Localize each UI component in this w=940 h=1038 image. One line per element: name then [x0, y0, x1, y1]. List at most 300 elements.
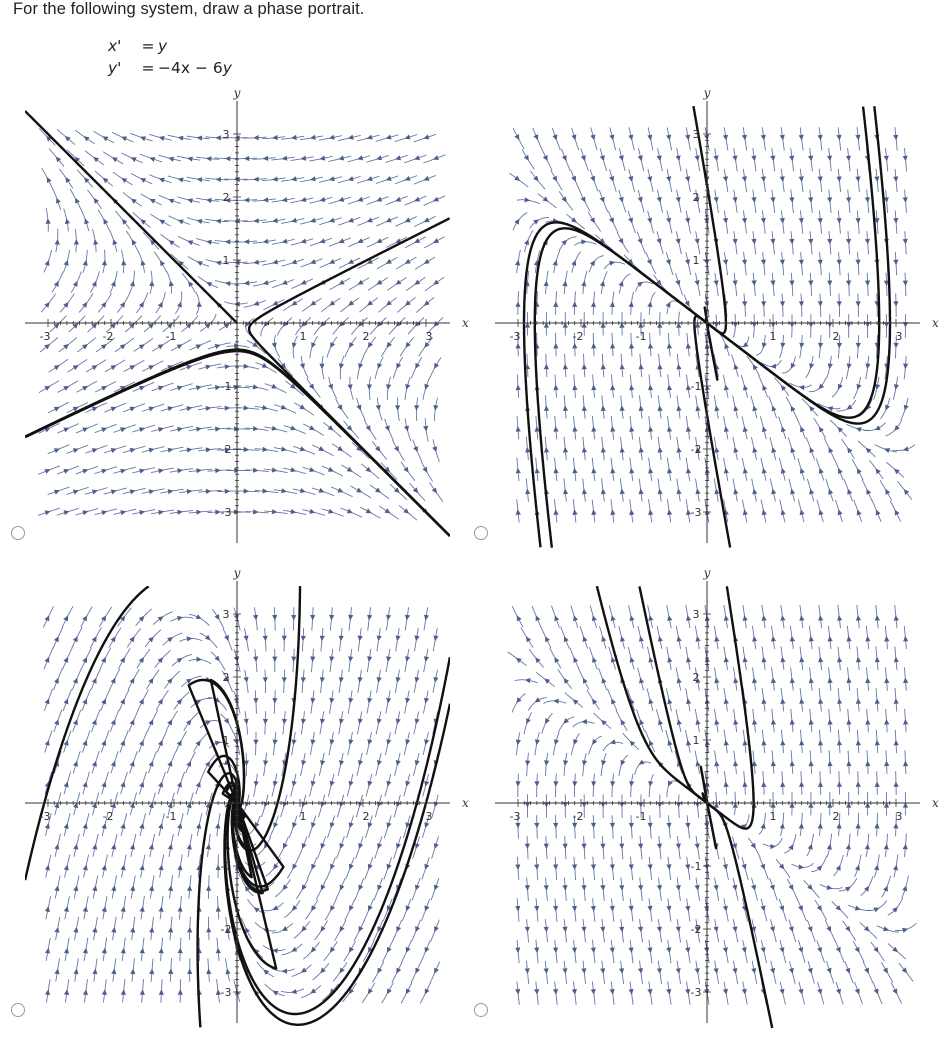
stream-arrow [177, 616, 183, 621]
y-axis-label: y [233, 566, 241, 580]
stream-arrow [149, 969, 154, 975]
stream-arrow [63, 469, 69, 474]
stream-line [589, 736, 602, 754]
stream-arrow [630, 657, 635, 663]
phase-portrait-option-b[interactable] [470, 88, 940, 558]
stream-arrow [780, 343, 785, 349]
stream-arrow [64, 948, 69, 954]
stream-arrow [856, 657, 861, 663]
stream-arrow [358, 636, 363, 642]
stream-arrow [695, 968, 700, 974]
stream-arrow [752, 447, 757, 453]
stream-arrow [685, 989, 690, 995]
stream-arrow [581, 719, 587, 724]
stream-arrow [205, 761, 210, 767]
stream-arrow [610, 301, 615, 307]
y-tick-label: 1 [693, 254, 700, 267]
stream-arrow [120, 510, 126, 515]
stream-arrow [320, 677, 325, 683]
stream-line [559, 237, 576, 251]
stream-line [542, 232, 554, 252]
stream-arrow [516, 468, 521, 474]
stream-arrow [282, 969, 288, 974]
stream-arrow [358, 802, 363, 808]
stream-arrow [225, 406, 231, 411]
stream-arrow [177, 782, 182, 788]
stream-arrow [572, 947, 577, 953]
stream-arrow [178, 178, 184, 183]
stream-arrow [187, 636, 193, 641]
stream-arrow [742, 176, 747, 182]
stream-arrow [884, 761, 889, 767]
stream-arrow [54, 969, 59, 975]
stream-arrow [253, 509, 259, 514]
stream-arrow [149, 761, 154, 767]
stream-arrow [187, 448, 193, 453]
stream-arrow [865, 719, 870, 725]
stream-arrow [770, 926, 775, 932]
stream-arrow [732, 239, 737, 245]
stream-arrow [215, 135, 221, 140]
stream-arrow [178, 948, 183, 954]
stream-arrow [686, 657, 691, 663]
stream-arrow [696, 636, 701, 642]
stream-arrow [196, 782, 201, 788]
stream-arrow [723, 135, 728, 141]
stream-arrow [149, 489, 155, 494]
stream-arrow [893, 176, 898, 182]
stream-arrow [433, 677, 438, 683]
stream-line [272, 923, 293, 933]
stream-arrow [139, 510, 145, 515]
stream-arrow [581, 927, 586, 933]
stream-arrow [234, 656, 239, 662]
stream-arrow [581, 885, 586, 891]
stream-arrow [329, 218, 335, 223]
stream-arrow [647, 176, 652, 182]
stream-arrow [544, 447, 549, 453]
stream-arrow [893, 260, 898, 266]
stream-arrow [553, 260, 558, 266]
stream-arrow [533, 176, 538, 182]
stream-line [184, 713, 199, 731]
stream-arrow [837, 698, 842, 704]
x-tick-label: 1 [770, 330, 777, 343]
stream-arrow [903, 719, 908, 725]
stream-arrow [215, 823, 220, 829]
stream-arrow [648, 343, 653, 349]
stream-arrow [424, 615, 429, 621]
stream-arrow [282, 156, 288, 161]
y-tick-label: 2 [223, 191, 230, 204]
stream-arrow [414, 405, 419, 411]
stream-line [310, 336, 318, 358]
stream-arrow [92, 885, 97, 891]
stream-arrow [263, 156, 269, 161]
stream-arrow [74, 239, 79, 245]
stream-arrow [742, 947, 747, 953]
stream-arrow [385, 508, 391, 513]
stream-arrow [903, 446, 909, 451]
stream-arrow [742, 781, 747, 787]
stream-arrow [149, 448, 155, 453]
stream-arrow [120, 740, 125, 746]
stream-line [275, 879, 290, 897]
phase-portrait-option-c[interactable] [0, 568, 470, 1038]
x-tick-label: 3 [896, 810, 903, 823]
stream-arrow [405, 698, 410, 704]
stream-arrow [121, 948, 126, 954]
stream-arrow [714, 719, 719, 725]
stream-arrow [272, 509, 278, 514]
stream-arrow [516, 509, 521, 515]
radio-option-d[interactable] [474, 1003, 488, 1017]
stream-arrow [742, 218, 747, 224]
x-tick-label: 2 [363, 330, 370, 343]
stream-arrow [367, 615, 372, 621]
stream-arrow [263, 677, 268, 683]
stream-arrow [590, 134, 595, 140]
stream-arrow [846, 280, 851, 286]
stream-arrow [837, 218, 842, 224]
stream-arrow [206, 927, 211, 933]
stream-arrow [724, 657, 729, 663]
stream-arrow [273, 740, 278, 746]
stream-arrow [855, 135, 860, 141]
x-tick-label: 1 [300, 330, 307, 343]
stream-arrow [310, 656, 315, 662]
stream-arrow [358, 280, 364, 285]
stream-arrow [743, 615, 748, 621]
stream-arrow [82, 740, 87, 746]
x-tick-label: 2 [833, 810, 840, 823]
stream-arrow [423, 134, 429, 139]
stream-arrow [865, 363, 870, 369]
stream-arrow [65, 177, 70, 183]
stream-arrow [770, 968, 775, 974]
stream-arrow [591, 781, 596, 787]
stream-arrow [751, 843, 756, 849]
stream-arrow [723, 864, 728, 870]
stream-arrow [856, 343, 861, 349]
stream-line [163, 633, 183, 645]
stream-arrow [187, 885, 192, 891]
stream-line [405, 377, 410, 400]
stream-arrow [817, 947, 822, 953]
stream-arrow [562, 885, 567, 891]
stream-arrow [139, 469, 145, 474]
stream-arrow [610, 509, 615, 515]
stream-arrow [902, 928, 908, 933]
stream-arrow [168, 885, 173, 891]
stream-arrow [130, 969, 135, 975]
equation-y: y' = −4x − 6y [108, 59, 232, 77]
stream-arrow [667, 343, 672, 349]
stream-arrow [761, 906, 766, 912]
stream-arrow [309, 384, 314, 390]
stream-line [882, 876, 891, 898]
stream-arrow [695, 280, 700, 286]
stream-arrow [319, 364, 324, 370]
stream-arrow [45, 740, 50, 746]
stream-arrow [525, 927, 530, 933]
stream-arrow [187, 198, 193, 203]
stream-line [375, 357, 383, 379]
stream-arrow [149, 927, 154, 933]
stream-arrow [714, 197, 719, 203]
stream-arrow [601, 489, 606, 495]
stream-arrow [44, 344, 50, 349]
stream-arrow [571, 134, 576, 140]
stream-line [619, 755, 628, 776]
stream-arrow [244, 719, 249, 725]
stream-arrow [657, 927, 662, 933]
stream-arrow [299, 404, 305, 409]
radio-option-c[interactable] [11, 1003, 25, 1017]
stream-arrow [894, 657, 899, 663]
stream-arrow [396, 719, 401, 725]
stream-arrow [666, 906, 671, 912]
stream-arrow [415, 760, 420, 766]
stream-arrow [215, 177, 221, 182]
stream-arrow [629, 468, 634, 474]
stream-arrow [330, 947, 335, 953]
stream-arrow [619, 927, 624, 933]
stream-arrow [875, 615, 880, 621]
stream-arrow [111, 844, 116, 850]
stream-arrow [563, 447, 568, 453]
stream-arrow [619, 155, 624, 161]
stream-arrow [92, 969, 97, 975]
stream-arrow [751, 280, 756, 286]
stream-arrow [291, 176, 297, 181]
stream-arrow [329, 656, 334, 662]
stream-arrow [187, 927, 192, 933]
stream-line [136, 293, 147, 313]
stream-arrow [254, 781, 259, 787]
stream-arrow [751, 197, 756, 203]
stream-arrow [903, 281, 908, 287]
stream-arrow [348, 656, 353, 662]
stream-arrow [301, 197, 307, 202]
stream-arrow [752, 489, 757, 495]
stream-arrow [619, 844, 624, 850]
stream-arrow [291, 657, 296, 663]
stream-arrow [770, 885, 775, 891]
stream-arrow [348, 739, 353, 745]
stream-arrow [657, 197, 662, 203]
stream-arrow [572, 781, 577, 787]
stream-arrow [101, 782, 106, 788]
stream-arrow [619, 885, 624, 891]
stream-arrow [339, 968, 344, 974]
stream-arrow [724, 426, 729, 432]
stream-arrow [120, 469, 126, 474]
stream-arrow [781, 426, 786, 432]
y-tick-label: 3 [223, 608, 230, 621]
stream-arrow [837, 657, 842, 663]
stream-arrow [310, 218, 316, 223]
x-axis-label: x [932, 316, 939, 330]
stream-arrow [310, 176, 316, 181]
radio-option-a[interactable] [11, 526, 25, 540]
stream-arrow [130, 761, 135, 767]
stream-arrow [799, 615, 804, 621]
stream-arrow [667, 426, 672, 432]
stream-line [748, 838, 760, 858]
stream-arrow [629, 823, 634, 829]
stream-arrow [73, 719, 78, 725]
stream-arrow [903, 197, 908, 203]
stream-arrow [857, 509, 862, 515]
stream-arrow [771, 447, 776, 453]
stream-arrow [638, 155, 643, 161]
stream-arrow [45, 989, 50, 995]
stream-arrow [377, 760, 382, 766]
stream-arrow [282, 636, 287, 642]
stream-arrow [809, 719, 814, 725]
stream-arrow [64, 989, 69, 995]
radio-option-b[interactable] [474, 526, 488, 540]
y-tick-label: -1 [691, 380, 702, 393]
stream-arrow [562, 968, 567, 974]
stream-arrow [415, 885, 420, 891]
stream-arrow [714, 447, 719, 453]
stream-line [109, 230, 116, 252]
stream-arrow [273, 822, 278, 828]
stream-arrow [273, 864, 278, 870]
stream-arrow [666, 135, 671, 141]
stream-arrow [206, 406, 212, 411]
stream-arrow [591, 343, 596, 349]
stream-arrow [818, 301, 823, 307]
stream-arrow [572, 823, 577, 829]
stream-arrow [177, 699, 183, 705]
stream-arrow [121, 906, 126, 912]
stream-arrow [789, 239, 794, 245]
stream-arrow [592, 657, 597, 663]
stream-arrow [686, 468, 691, 474]
stream-arrow [732, 197, 737, 203]
stream-arrow [245, 802, 250, 808]
stream-arrow [581, 155, 586, 161]
stream-arrow [386, 135, 392, 140]
stream-arrow [779, 905, 784, 911]
stream-arrow [591, 989, 596, 995]
stream-arrow [675, 280, 680, 286]
stream-arrow [676, 885, 681, 891]
phase-portrait-option-d[interactable] [470, 568, 940, 1038]
stream-arrow [563, 760, 568, 766]
stream-arrow [856, 781, 861, 787]
stream-line [784, 834, 796, 853]
stream-arrow [884, 677, 889, 683]
stream-arrow [149, 885, 154, 891]
stream-arrow [780, 740, 785, 746]
stream-arrow [54, 927, 59, 933]
stream-arrow [367, 656, 372, 662]
stream-arrow [724, 740, 729, 746]
stream-arrow [676, 843, 681, 849]
stream-arrow [291, 615, 296, 621]
stream-arrow [357, 155, 363, 160]
stream-arrow [177, 468, 183, 473]
stream-arrow [855, 906, 861, 911]
stream-arrow [827, 844, 832, 850]
stream-arrow [367, 176, 373, 181]
stream-line [194, 733, 208, 751]
stream-arrow [609, 135, 614, 141]
stream-arrow [620, 364, 625, 370]
stream-arrow [196, 823, 201, 829]
stream-arrow [338, 155, 344, 160]
phase-portrait-option-a[interactable] [0, 88, 470, 558]
stream-arrow [272, 615, 277, 621]
stream-arrow [894, 781, 899, 787]
stream-arrow [810, 447, 815, 453]
stream-arrow [244, 156, 250, 161]
stream-arrow [846, 197, 851, 203]
stream-arrow [666, 864, 671, 870]
stream-arrow [120, 344, 126, 349]
stream-arrow [206, 198, 212, 203]
stream-arrow [552, 134, 557, 140]
stream-arrow [177, 302, 182, 308]
stream-arrow [367, 384, 372, 390]
stream-arrow [534, 864, 539, 870]
stream-arrow [339, 802, 344, 808]
stream-arrow [45, 698, 50, 704]
stream-arrow [610, 468, 615, 474]
stream-arrow [592, 699, 597, 705]
stream-arrow [120, 823, 125, 829]
stream-arrow [733, 761, 738, 767]
stream-arrow [610, 739, 616, 744]
stream-arrow [827, 156, 832, 162]
stream-arrow [873, 947, 878, 953]
stream-arrow [516, 385, 521, 391]
eq-rhs: y [158, 37, 167, 55]
stream-arrow [676, 155, 681, 161]
stream-arrow [101, 469, 107, 474]
stream-arrow [628, 218, 633, 224]
stream-arrow [92, 719, 97, 725]
stream-arrow [657, 968, 662, 974]
stream-arrow [300, 156, 306, 161]
stream-arrow [781, 509, 786, 515]
stream-arrow [253, 615, 258, 621]
stream-arrow [657, 885, 662, 891]
stream-arrow [553, 781, 558, 787]
stream-arrow [424, 864, 429, 870]
stream-arrow [339, 636, 344, 642]
stream-arrow [301, 677, 306, 683]
equation-x: x' = y [108, 37, 167, 55]
stream-arrow [600, 885, 605, 891]
stream-arrow [168, 157, 174, 162]
stream-line [886, 420, 902, 436]
stream-line [601, 753, 606, 776]
stream-arrow [533, 219, 539, 224]
stream-arrow [225, 489, 231, 494]
stream-arrow [64, 782, 69, 788]
stream-arrow [590, 260, 595, 266]
stream-line [172, 655, 192, 667]
stream-arrow [206, 156, 212, 161]
y-axis-label: y [703, 566, 711, 580]
stream-arrow [610, 989, 615, 995]
stream-line [153, 612, 172, 625]
